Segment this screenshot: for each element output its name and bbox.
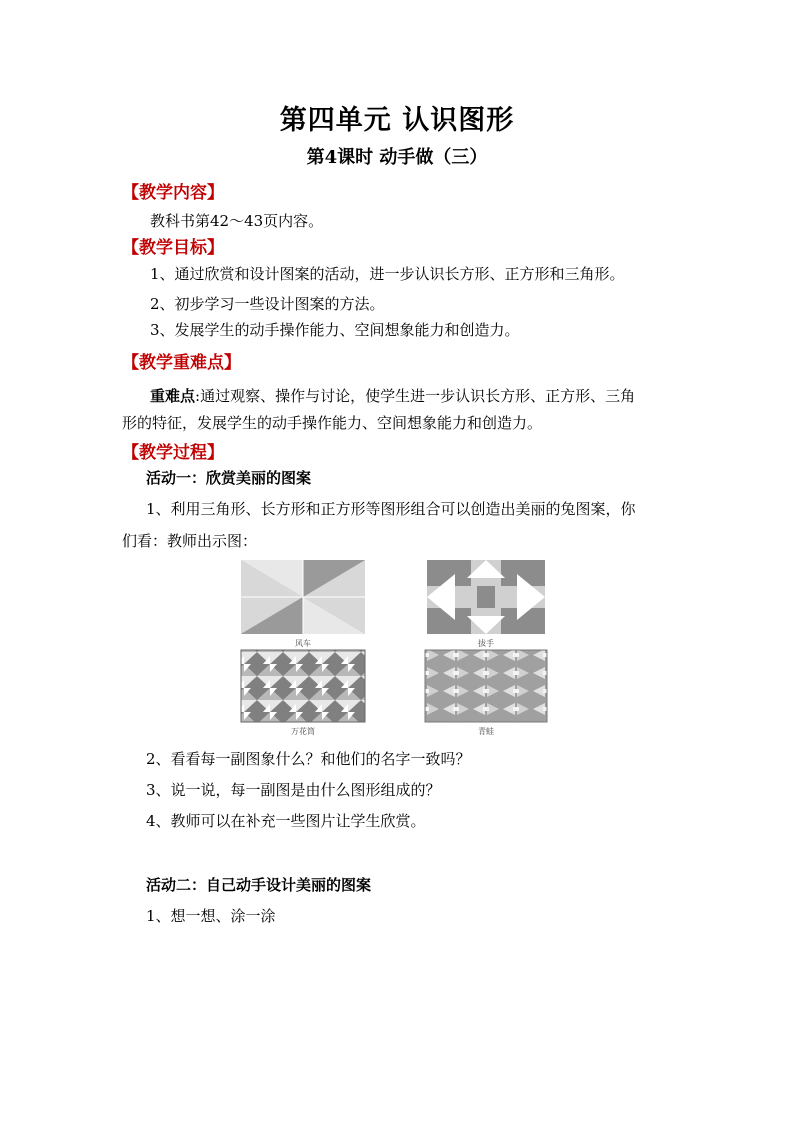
caption-frog: 青蛙 — [478, 727, 494, 736]
activity-1-item-3: 3、说一说，每一副图是由什么图形组成的？ — [146, 781, 441, 799]
activity-2-title: 活动二：自己动手设计美丽的图案 — [146, 876, 372, 894]
windmill-pattern — [241, 560, 365, 634]
section-heading-content: 【教学内容】 — [122, 183, 224, 203]
kaleidoscope-pattern — [241, 650, 365, 722]
key-points-line-1 — [150, 385, 635, 406]
goal-item-2: 2、初步学习一些设计图案的方法。 — [150, 295, 385, 313]
handshake-pattern — [427, 560, 545, 634]
activity-1-para-line-1: 1、利用三角形、长方形和正方形等图形组合可以创造出美丽的兔图案，你 — [146, 500, 636, 518]
activity-2-item-1: 1、想一想、涂一涂 — [146, 907, 276, 925]
pattern-figure — [231, 556, 557, 738]
activity-1-item-2: 2、看看每一副图象什么？和他们的名字一致吗？ — [146, 750, 471, 768]
key-points-text-1: :通过观察、操作与讨论，使学生进一步认识长方形、正方形、三角 — [195, 387, 636, 405]
goal-item-3: 3、发展学生的动手操作能力、空间想象能力和创造力。 — [150, 321, 520, 339]
key-points-label: 重难点 — [150, 387, 196, 405]
section-heading-process: 【教学过程】 — [122, 443, 224, 463]
page-title: 第四单元 认识图形 — [279, 105, 515, 136]
key-points-line-2: 形的特征，发展学生的动手操作能力、空间想象能力和创造力。 — [122, 414, 543, 432]
activity-1-para-line-2: 们看：教师出示图： — [122, 532, 258, 550]
goal-item-1: 1、通过欣赏和设计图案的活动，进一步认识长方形、正方形和三角形。 — [150, 265, 625, 283]
lesson-subtitle: 第4课时 动手做（三） — [306, 147, 488, 168]
caption-handshake: 拔手 — [478, 639, 494, 648]
activity-1-item-4: 4、教师可以在补充一些图片让学生欣赏。 — [146, 812, 426, 830]
caption-kaleidoscope: 万花筒 — [291, 727, 315, 736]
section-heading-key-points: 【教学重难点】 — [122, 353, 241, 373]
section-heading-goals: 【教学目标】 — [122, 238, 224, 258]
activity-1-title: 活动一：欣赏美丽的图案 — [146, 469, 312, 487]
frog-pattern — [425, 650, 547, 722]
content-text: 教科书第42～43页内容。 — [150, 212, 324, 230]
caption-windmill: 风车 — [295, 639, 311, 648]
